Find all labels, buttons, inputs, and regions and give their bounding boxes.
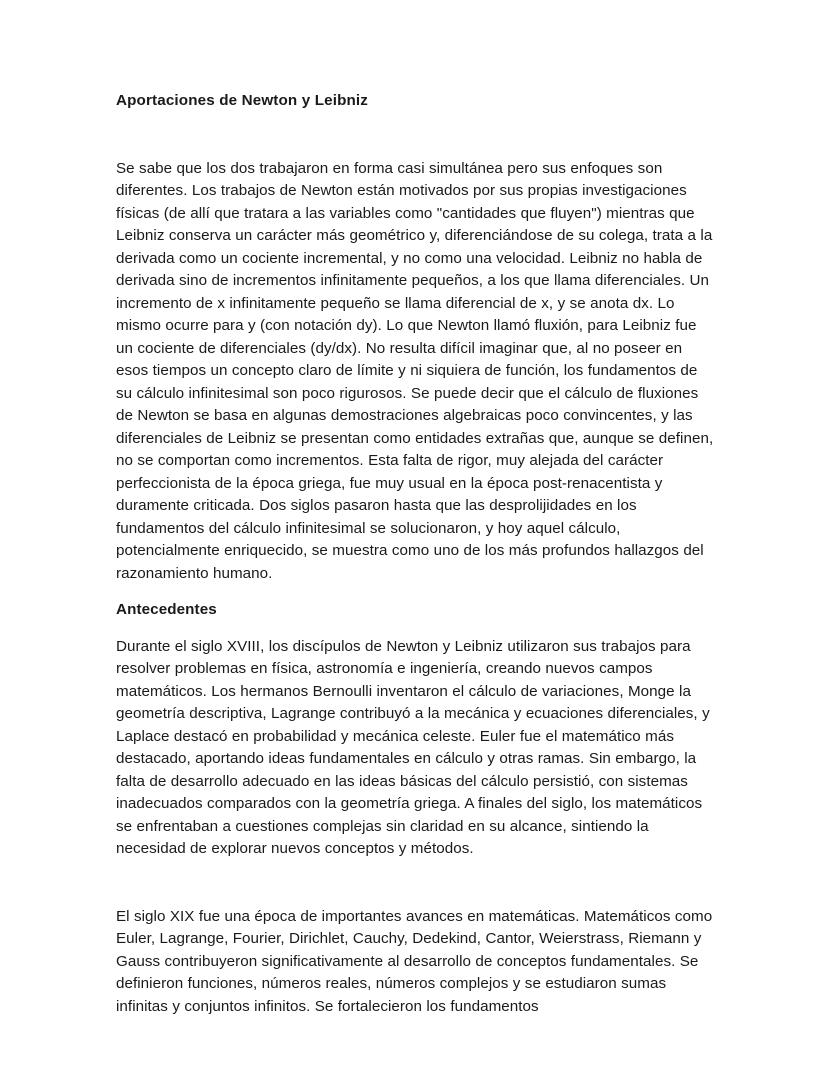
- document-text-column: [116, 90, 714, 1018]
- spacer-title: [116, 113, 714, 158]
- page-title: Aportaciones de Newton y Leibniz: [116, 92, 369, 109]
- spacer-blank-line: [116, 861, 714, 906]
- spacer-after-antecedentes: [116, 622, 714, 636]
- paragraph-siglo-xix: El siglo XIX fue una época de importantes avances en matemáticas. Matemáticos como Euler, Lagrange, Fourier, Dirichlet, Cauchy, Dedekind, Cantor, Weierstrass, Riemann y Gauss contribuyeron significativamente al desarrollo de conceptos fundamentales. Se definieron funciones, números reales, números complejos y se estudiaron sumas infinitas y conjuntos infinitos. Se fortalecieron los fundamentos: [116, 907, 713, 1015]
- paragraph-newton-leibniz-contributions: Se sabe que los dos trabajaron en forma casi simultánea pero sus enfoques son diferentes. Los trabajos de Newton están motivados por sus propias investigaciones físicas (de allí que tratara a las variables como "cantidades que fluyen") mientras que Leibniz conserva un carácter más geométrico y, diferenciándose de su colega, trata a la derivada como un cociente incremental, y no como una velocidad. Leibniz no habla de derivada sino de incrementos infinitamente pequeños, a los que llama diferenciales. Un incremento de x infinitamente pequeño se llama diferencial de x, y se anota dx. Lo mismo ocurre para y (con notación dy). Lo que Newton llamó fluxión, para Leibniz fue un cociente de diferenciales (dy/dx). No resulta difícil imaginar que, al no poseer en esos tiempos un concepto claro de límite y ni siquiera de función, los fundamentos de su cálculo infinitesimal son poco rigurosos. Se puede decir que el cálculo de fluxiones de Newton se basa en algunas demostraciones algebraicas poco convincentes, y las diferenciales de Leibniz se presentan como entidades extrañas que, aunque se definen, no se comportan como incrementos. Esta falta de rigor, muy alejada del carácter perfeccionista de la época griega, fue muy usual en la época post-renacentista y duramente criticada. Dos siglos pasaron hasta que las desprolijidades en los fundamentos del cálculo infinitesimal se solucionaron, y hoy aquel cálculo, potencialmente enriquecido, se muestra como uno de los más profundos hallazgos del razonamiento humano.: [116, 159, 714, 582]
- spacer-before-antecedentes: [116, 585, 714, 599]
- paragraph-siglo-xviii: Durante el siglo XVIII, los discípulos de Newton y Leibniz utilizaron sus trabajos para resolver problemas en física, astronomía e ingeniería, creando nuevos campos matemáticos. Los hermanos Bernoulli inventaron el cálculo de variaciones, Monge la geometría descriptiva, Lagrange contribuyó a la mecánica y ecuaciones diferenciales, y Laplace destacó en probabilidad y mecánica celeste. Euler fue el matemático más destacado, aportando ideas fundamentales en cálculo y otras ramas. Sin embargo, la falta de desarrollo adecuado en las ideas básicas del cálculo persistió, con sistemas inadecuados comparados con la geometría griega. A finales del siglo, los matemáticos se enfrentaban a cuestiones complejas sin claridad en su alcance, sintiendo la necesidad de explorar nuevos conceptos y métodos.: [116, 637, 710, 857]
- section-heading-antecedentes: Antecedentes: [116, 601, 217, 618]
